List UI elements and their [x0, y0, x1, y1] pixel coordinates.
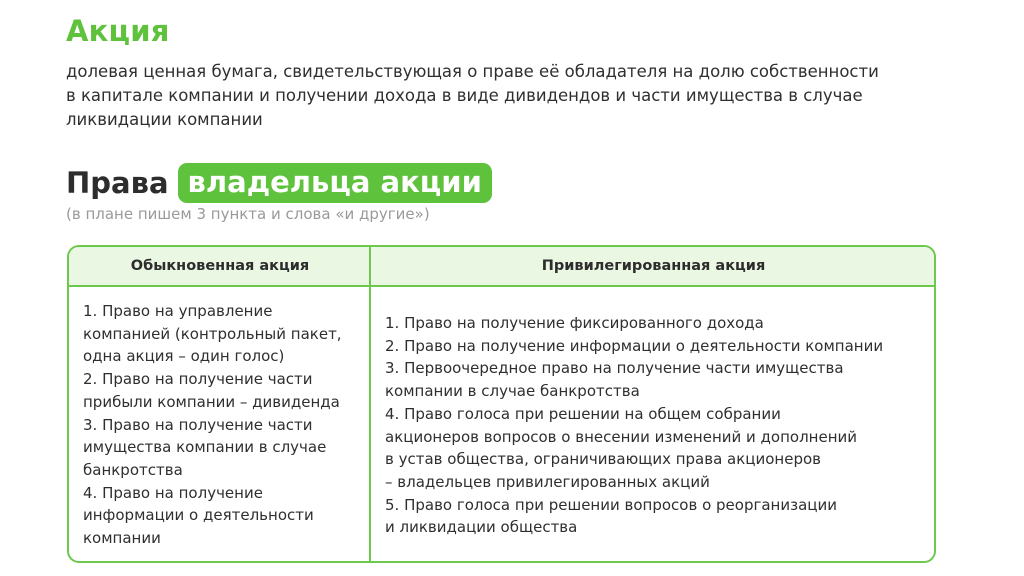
list-item: банкротства: [83, 460, 183, 479]
list-item: прибыли компании – дивиденда: [83, 392, 340, 411]
header-ordinary: Обыкновенная акция: [130, 258, 310, 274]
list-item: 1. Право на управление: [83, 302, 273, 320]
subnote: (в плане пишем 3 пункта и слова «и другие»): [66, 205, 430, 223]
definition-line: ликвидации компании: [66, 110, 263, 129]
list-item: информации о деятельности: [83, 506, 314, 525]
list-item: компанией (контрольный пакет,: [83, 324, 342, 343]
list-item: 2. Право на получение информации о деятельности компании: [385, 336, 884, 355]
page-title: Акция: [66, 14, 170, 48]
preferred-share-rights: [385, 312, 883, 539]
list-item: – владельцев привилегированных акций: [385, 472, 710, 491]
rights-heading-highlight: владельца акции: [178, 163, 492, 203]
list-item: 3. Первоочередное право на получение части имущества: [385, 359, 844, 378]
definition-line: долевая ценная бумага, свидетельствующая о праве её обладателя на долю собственности: [66, 62, 879, 81]
list-item: 4. Право голоса при решении на общем собрании: [385, 404, 781, 423]
table-header: [69, 247, 934, 287]
list-item: имущества компании в случае: [83, 438, 327, 457]
list-item: 1. Право на получение фиксированного дохода: [385, 314, 764, 332]
list-item: 2. Право на получение части: [83, 370, 313, 389]
rights-heading-plain: Права: [66, 166, 169, 200]
header-preferred: Привилегированная акция: [541, 258, 766, 274]
list-item: и ликвидации общества: [385, 518, 578, 537]
list-item: 4. Право на получение: [83, 483, 263, 502]
list-item: одна акция – один голос): [83, 347, 285, 366]
list-item: 5. Право голоса при решении вопросов о реорганизации: [385, 495, 837, 514]
ordinary-share-rights: [83, 300, 342, 550]
list-item: компании: [83, 529, 161, 548]
definition-line: в капитале компании и получении дохода в виде дивидендов и части имущества в случае: [66, 86, 863, 105]
list-item: 3. Право на получение части: [83, 415, 313, 434]
column-divider: [369, 247, 371, 561]
list-item: в устав общества, ограничивающих права акционеров: [385, 450, 822, 469]
list-item: акционеров вопросов о внесении изменений и дополнений: [385, 427, 858, 446]
list-item: компании в случае банкротства: [385, 382, 640, 401]
rights-table: [67, 245, 936, 563]
definition-text: [66, 60, 966, 132]
rights-heading: [66, 163, 492, 203]
